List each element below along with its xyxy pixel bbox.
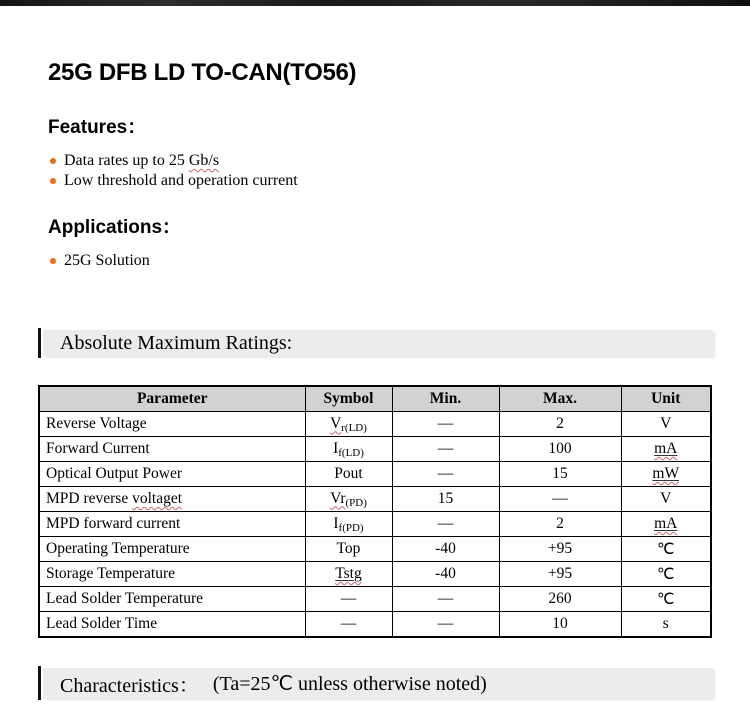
text-segment: f(LD) bbox=[338, 446, 364, 459]
text-segment: Reverse Voltage bbox=[46, 415, 147, 432]
column-header: Min. bbox=[392, 386, 499, 412]
cell-max: 100 bbox=[499, 437, 621, 462]
text-segment: Lead Solder Time bbox=[46, 615, 158, 632]
cell-unit bbox=[621, 487, 711, 512]
section-accent-bar bbox=[38, 328, 41, 358]
text-segment: — bbox=[340, 615, 357, 632]
cell-parameter bbox=[39, 512, 305, 537]
text-segment: ℃ bbox=[657, 590, 675, 608]
text-segment: voltaget bbox=[132, 490, 183, 507]
section-bar-body bbox=[43, 668, 713, 698]
list-item bbox=[50, 171, 298, 190]
table-row bbox=[39, 512, 711, 537]
cell-min: -40 bbox=[392, 562, 499, 587]
cell-unit bbox=[621, 537, 711, 562]
text-segment bbox=[654, 515, 677, 532]
text-segment bbox=[335, 565, 361, 582]
table-row bbox=[39, 462, 711, 487]
section-bar-body bbox=[43, 330, 713, 356]
text-segment: I bbox=[333, 439, 339, 457]
cell-symbol bbox=[305, 437, 392, 462]
text-segment bbox=[652, 465, 679, 482]
cell-min: — bbox=[392, 587, 499, 612]
table-row bbox=[39, 487, 711, 512]
cell-min: -40 bbox=[392, 537, 499, 562]
table-row bbox=[39, 437, 711, 462]
text-segment: ℃ bbox=[657, 540, 675, 558]
bullet-icon bbox=[50, 158, 56, 164]
cell-unit bbox=[621, 512, 711, 537]
text-segment: (PD) bbox=[345, 496, 367, 509]
text-segment: MPD forward current bbox=[46, 515, 181, 532]
text-segment: Top bbox=[336, 540, 361, 557]
characteristics-heading: Characteristics： bbox=[60, 674, 199, 697]
text-segment: Tstg bbox=[335, 565, 362, 582]
cell-unit bbox=[621, 562, 711, 587]
bullet-icon bbox=[50, 258, 56, 264]
text-segment: Optical Output Power bbox=[46, 465, 183, 482]
table-header-row bbox=[39, 386, 711, 412]
cell-parameter bbox=[39, 612, 305, 638]
text-segment: V bbox=[660, 490, 672, 507]
cell-symbol bbox=[305, 412, 392, 437]
bullet-icon bbox=[50, 178, 56, 184]
cell-unit bbox=[621, 612, 711, 638]
cell-max: 260 bbox=[499, 587, 621, 612]
cell-unit bbox=[621, 462, 711, 487]
cell-parameter bbox=[39, 412, 305, 437]
cell-min: — bbox=[392, 437, 499, 462]
text-segment: Gb/s bbox=[188, 152, 220, 169]
table-row bbox=[39, 412, 711, 437]
document-title: 25G DFB LD TO-CAN(TO56) bbox=[48, 59, 357, 86]
cell-parameter bbox=[39, 437, 305, 462]
text-segment: Vr bbox=[330, 489, 346, 507]
cell-min: — bbox=[392, 512, 499, 537]
column-header: Max. bbox=[499, 386, 621, 412]
text-segment: mW bbox=[652, 465, 680, 482]
cell-min: — bbox=[392, 462, 499, 487]
applications-heading: Applications： bbox=[48, 217, 182, 238]
cell-min: — bbox=[392, 612, 499, 638]
cell-symbol bbox=[305, 537, 392, 562]
characteristics-condition-note: (Ta=25℃ unless otherwise noted) bbox=[212, 672, 487, 695]
text-segment: mA bbox=[654, 515, 678, 532]
column-header: Symbol bbox=[305, 386, 392, 412]
text-segment: Lead Solder Temperature bbox=[46, 590, 204, 607]
text-segment: Data rates up to 25 bbox=[64, 152, 189, 169]
text-segment: 25G Solution bbox=[64, 252, 150, 269]
absolute-maximum-ratings-table bbox=[38, 385, 712, 638]
cell-symbol bbox=[305, 587, 392, 612]
section-accent-bar bbox=[38, 666, 41, 700]
column-header: Unit bbox=[621, 386, 711, 412]
text-segment: f(PD) bbox=[338, 521, 364, 534]
cell-unit bbox=[621, 437, 711, 462]
text-segment bbox=[654, 440, 677, 457]
table-row bbox=[39, 587, 711, 612]
cell-parameter bbox=[39, 462, 305, 487]
cell-max: 15 bbox=[499, 462, 621, 487]
table-row bbox=[39, 537, 711, 562]
features-heading: Features： bbox=[48, 117, 147, 138]
text-segment: Operating Temperature bbox=[46, 540, 190, 557]
text-segment: Storage Temperature bbox=[46, 565, 176, 582]
cell-symbol bbox=[305, 487, 392, 512]
cell-symbol bbox=[305, 512, 392, 537]
cell-min: — bbox=[392, 412, 499, 437]
page-top-strip bbox=[0, 0, 750, 6]
section-bar-characteristics bbox=[38, 666, 713, 700]
features-list bbox=[50, 151, 298, 191]
applications-list bbox=[50, 251, 150, 271]
text-segment: mA bbox=[654, 440, 678, 457]
section-bar-absolute-maximum-ratings bbox=[38, 328, 713, 358]
text-segment: Forward Current bbox=[46, 440, 150, 457]
list-item-text bbox=[64, 251, 150, 270]
cell-max: +95 bbox=[499, 537, 621, 562]
text-segment: s bbox=[662, 615, 669, 632]
text-segment: I bbox=[333, 514, 339, 532]
table-row bbox=[39, 612, 711, 638]
text-segment: V bbox=[330, 414, 342, 432]
cell-parameter bbox=[39, 537, 305, 562]
cell-symbol bbox=[305, 612, 392, 638]
text-segment: MPD reverse bbox=[46, 490, 133, 507]
cell-symbol bbox=[305, 562, 392, 587]
absolute-maximum-ratings-heading: Absolute Maximum Ratings: bbox=[60, 331, 293, 354]
cell-max: 2 bbox=[499, 512, 621, 537]
cell-parameter bbox=[39, 562, 305, 587]
cell-symbol bbox=[305, 462, 392, 487]
table-row bbox=[39, 562, 711, 587]
cell-parameter bbox=[39, 487, 305, 512]
list-item-text bbox=[64, 151, 219, 170]
cell-min: 15 bbox=[392, 487, 499, 512]
cell-max: — bbox=[499, 487, 621, 512]
cell-max: +95 bbox=[499, 562, 621, 587]
cell-parameter bbox=[39, 587, 305, 612]
cell-unit bbox=[621, 587, 711, 612]
text-segment: V bbox=[660, 415, 672, 432]
cell-unit bbox=[621, 412, 711, 437]
list-item-text bbox=[64, 171, 298, 190]
text-segment: — bbox=[340, 590, 357, 607]
list-item bbox=[50, 151, 298, 170]
list-item bbox=[50, 251, 150, 270]
text-segment: Pout bbox=[334, 465, 363, 482]
cell-max: 2 bbox=[499, 412, 621, 437]
text-segment: r(LD) bbox=[341, 421, 367, 434]
text-segment: Low threshold and operation current bbox=[64, 172, 298, 189]
cell-max: 10 bbox=[499, 612, 621, 638]
column-header: Parameter bbox=[39, 386, 305, 412]
text-segment: ℃ bbox=[657, 565, 675, 583]
